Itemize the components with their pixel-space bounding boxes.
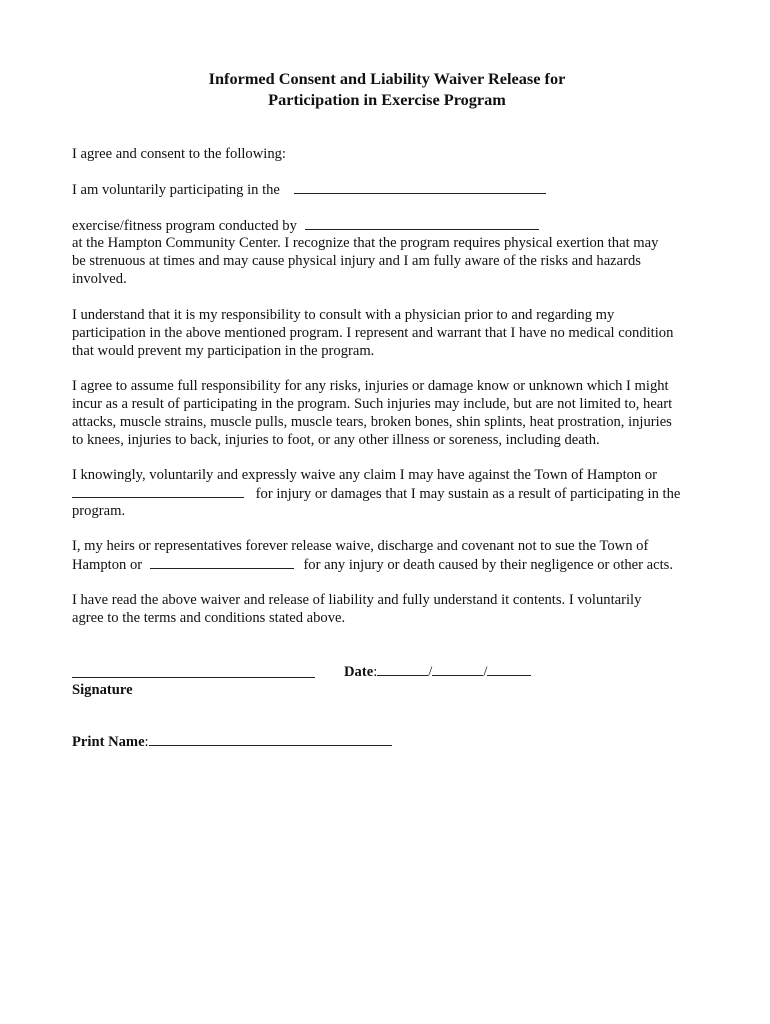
conducted-by-line-2: at the Hampton Community Center. I recognize that the program requires physical exertion that may — [72, 235, 659, 251]
acknowledge-line-1: I have read the above waiver and release of liability and fully understand it contents. I voluntarily — [72, 592, 642, 608]
date-row — [344, 662, 531, 681]
program-name-field[interactable] — [294, 180, 546, 194]
release-suffix: for any injury or death caused by their negligence or other acts. — [303, 557, 674, 573]
title-line-1: Informed Consent and Liability Waiver Release for — [208, 69, 566, 88]
release-line-1: I, my heirs or representatives forever release waive, discharge and covenant not to sue the Town of — [72, 538, 649, 554]
acknowledge-line-2: agree to the terms and conditions stated above. — [72, 610, 346, 626]
waive-line-3: program. — [72, 503, 126, 519]
conducted-by-text: exercise/fitness program conducted by — [72, 218, 297, 234]
date-colon: : — [373, 664, 378, 680]
signature-label: Signature — [72, 682, 133, 698]
physician-line-1: I understand that it is my responsibility to consult with a physician prior to and regarding my — [72, 307, 615, 323]
print-name-colon: : — [144, 734, 149, 750]
document-title — [72, 68, 702, 110]
conducted-by-line-3: be strenuous at times and may cause physical injury and I am fully aware of the risks and hazards — [72, 253, 641, 269]
conductor-field[interactable] — [305, 216, 539, 230]
risks-line-2: incur as a result of participating in the program. Such injuries may include, but are not limited to, heart — [72, 396, 673, 412]
release-line-2 — [72, 555, 673, 574]
print-name-row — [72, 732, 392, 751]
date-separator-2: / — [483, 664, 488, 680]
risks-line-1: I agree to assume full responsibility for any risks, injuries or damage know or unknown which I might — [72, 378, 669, 394]
title-line-2: Participation in Exercise Program — [268, 90, 506, 109]
date-separator-1: / — [428, 664, 433, 680]
print-name-label: Print Name — [72, 734, 145, 750]
date-day-field[interactable] — [432, 662, 483, 676]
date-year-field[interactable] — [487, 662, 531, 676]
waive-line-2-text: for injury or damages that I may sustain as a result of participating in the — [255, 486, 681, 502]
release-party-field[interactable] — [150, 555, 294, 569]
risks-line-4: to knees, injuries to back, injuries to foot, or any other illness or soreness, including death. — [72, 432, 600, 448]
print-name-field[interactable] — [149, 732, 392, 746]
date-month-field[interactable] — [377, 662, 428, 676]
physician-line-3: that would prevent my participation in the program. — [72, 343, 375, 359]
conducted-by-line — [72, 216, 539, 235]
waive-line-2 — [72, 484, 680, 503]
participation-text: I am voluntarily participating in the — [72, 182, 280, 198]
physician-line-2: participation in the above mentioned program. I represent and warrant that I have no medical condition — [72, 325, 674, 341]
waive-line-1: I knowingly, voluntarily and expressly waive any claim I may have against the Town of Hampton or — [72, 467, 658, 483]
date-label: Date — [344, 664, 374, 680]
risks-line-3: attacks, muscle strains, muscle pulls, muscle tears, broken bones, shin splints, heat prostration, injuries — [72, 414, 672, 430]
release-prefix: Hampton or — [72, 557, 143, 573]
waive-party-field[interactable] — [72, 484, 244, 498]
intro-text: I agree and consent to the following: — [72, 146, 286, 162]
signature-field[interactable] — [72, 676, 315, 678]
conducted-by-line-4: involved. — [72, 271, 127, 287]
participation-line — [72, 180, 546, 199]
